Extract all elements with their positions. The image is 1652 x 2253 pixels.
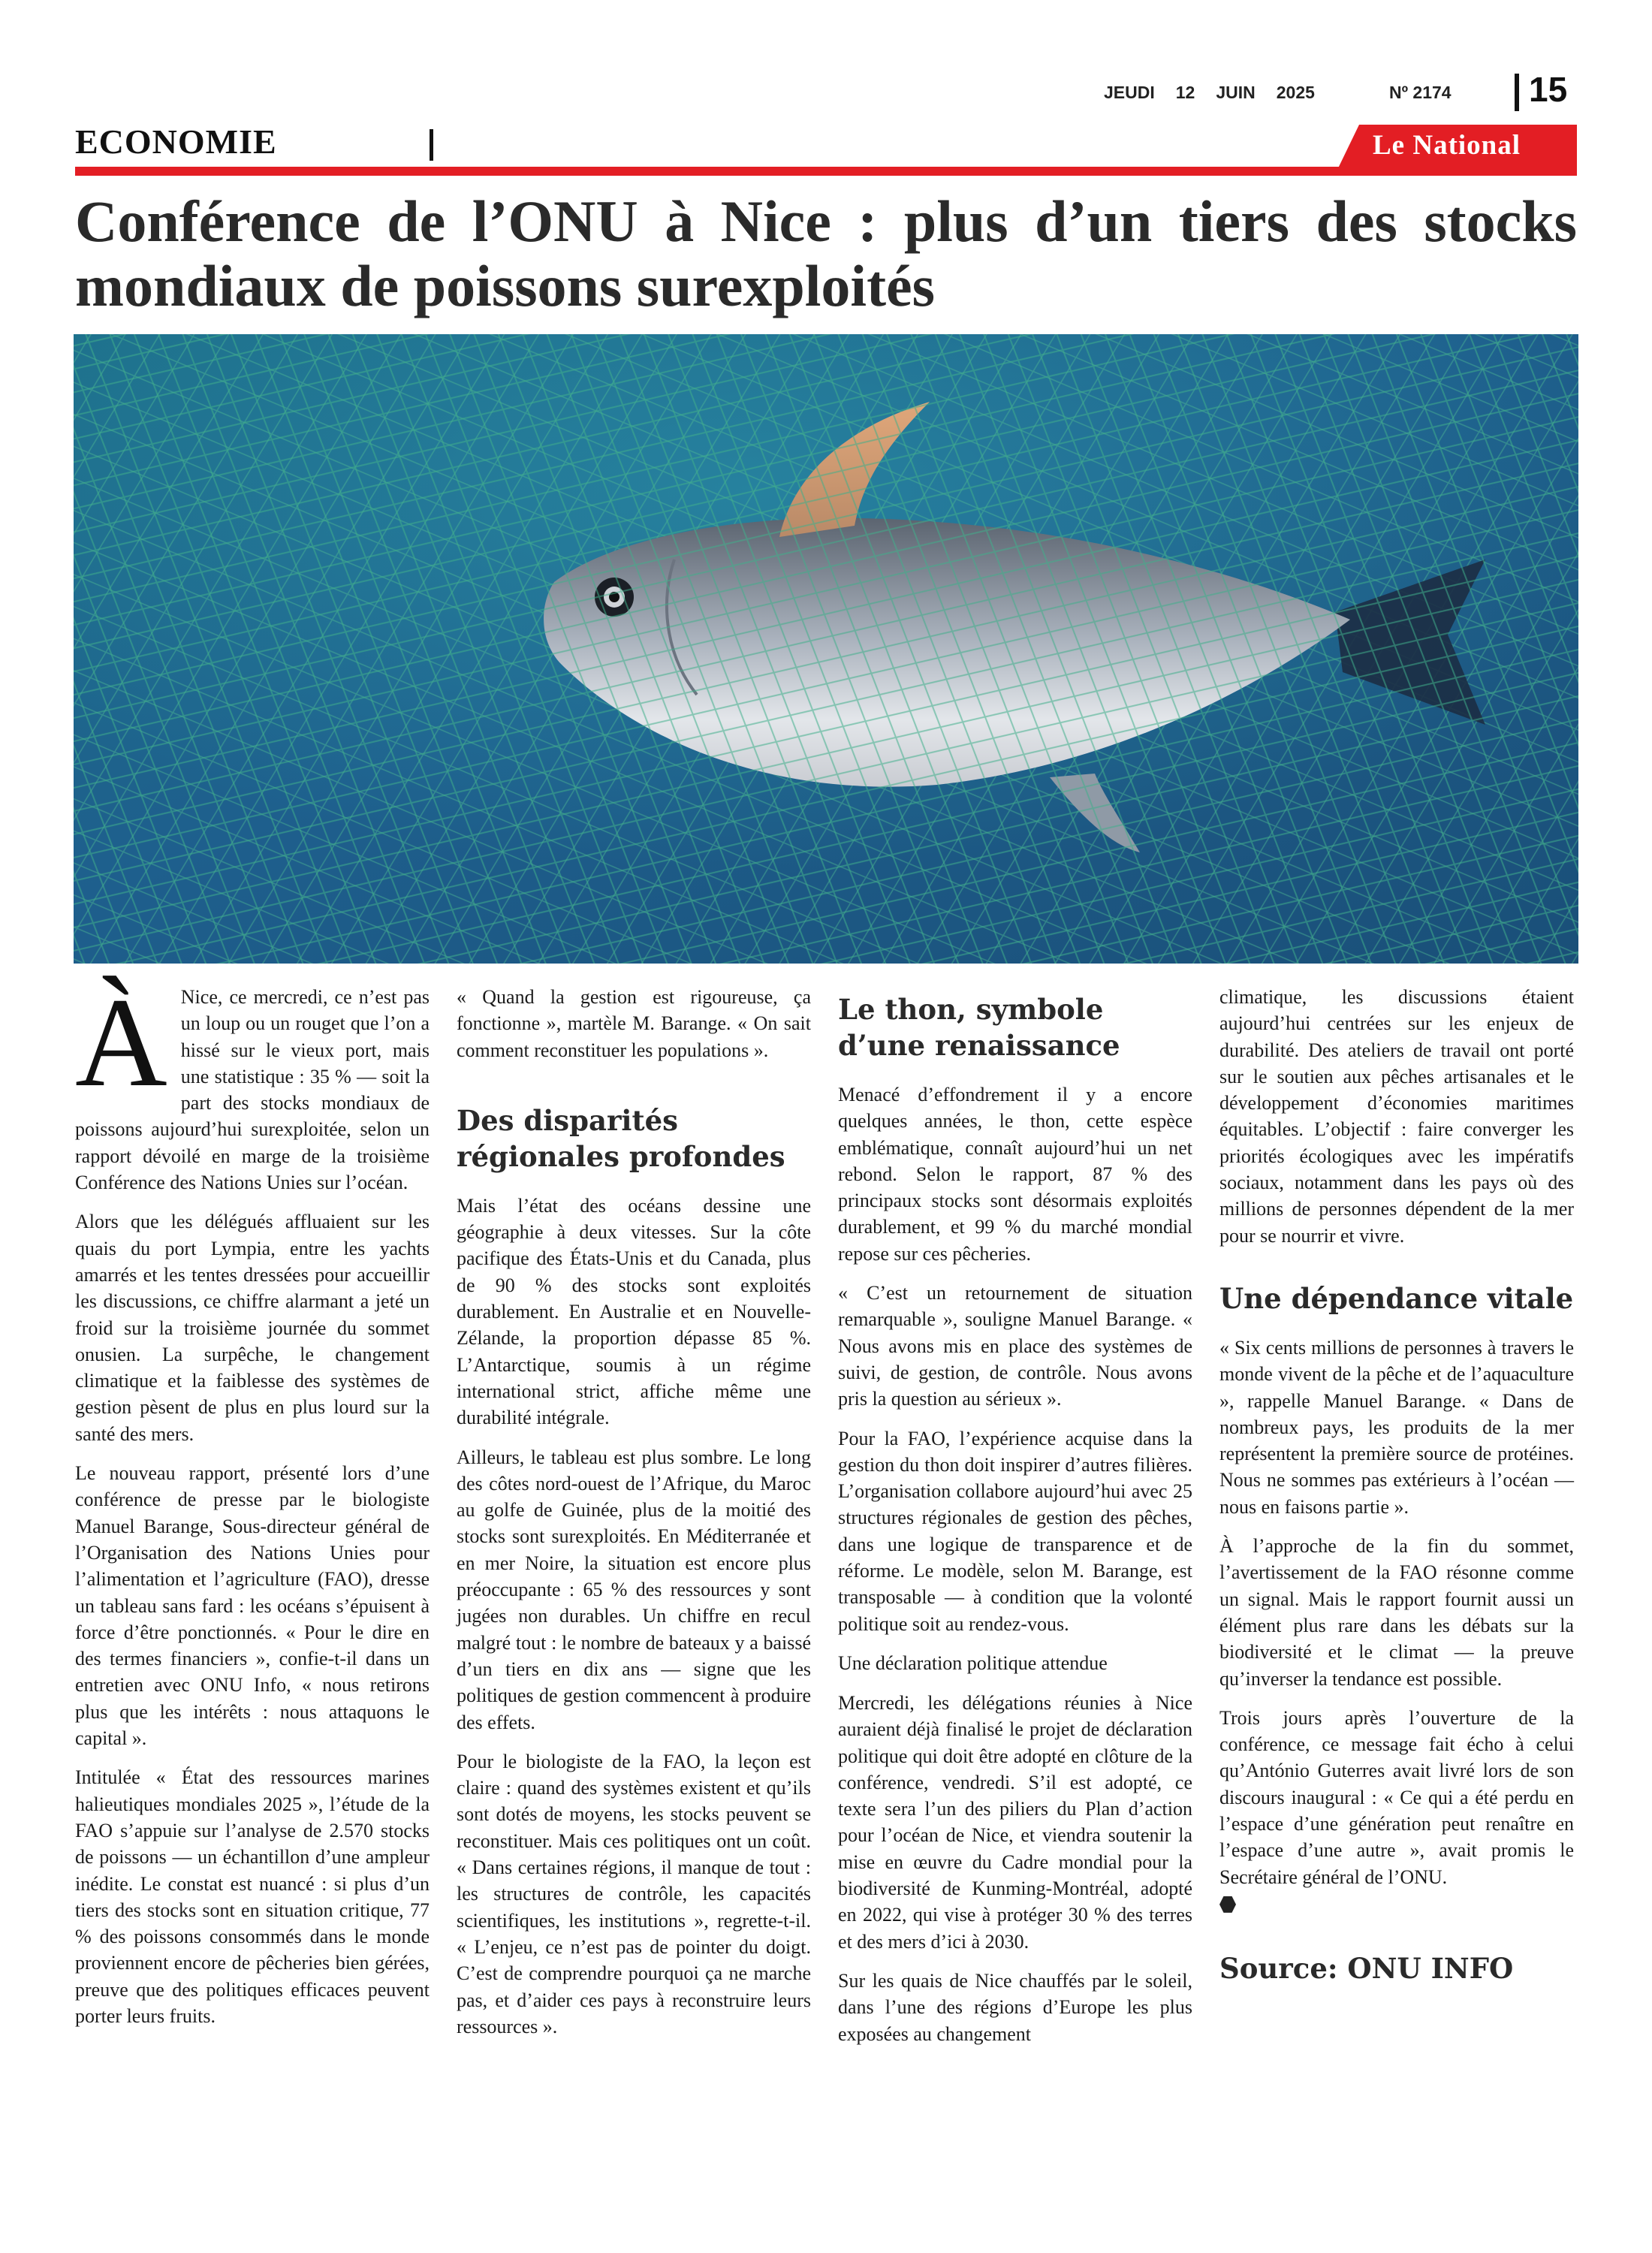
date-year: 2025 <box>1276 83 1315 102</box>
subheading: Une dépendance vitale <box>1219 1281 1574 1315</box>
page-number: 15 <box>1529 70 1568 109</box>
issue-number: Nº 2174 <box>1389 83 1452 102</box>
paragraph: Pour la FAO, l’expérience acquise dans la gestion du thon doit inspirer d’autres filières. L’organisation collabore aujourd’hui avec 25 structures régionales de gestion des pêches, dans une logique de transparence et de réforme. Le modèle, selon M. Barange, est transposable — à condition que la volonté politique soit au rendez-vous. <box>838 1427 1192 1635</box>
article-column-4 <box>1219 984 1574 1986</box>
paragraph: « C’est un retournement de situation remarquable », souligne Manuel Barange. « Nous avons mis en place des systèmes de suivi, de gestion, de contrôle. Nous avons pris la question au sérieux ». <box>838 1282 1192 1410</box>
paragraph <box>1219 1705 1574 1917</box>
subheading: Des disparités régionales profondes <box>457 1103 785 1173</box>
drop-cap: À <box>75 972 167 1113</box>
closing-text: Trois jours après l’ouverture de la conférence, ce message fait écho à celui qu’António Guterres avait livré lors de son discours inaugural : « Ce qui a été perdu en l’espace d’une génération peut renaître en l’espace d’une autre », avait promis le Secrétaire général de l’ONU. <box>1219 1706 1574 1888</box>
paragraph: Pour le biologiste de la FAO, la leçon est claire : quand des systèmes existent et qu’ils sont dotés de moyens, les stocks peuvent se reconstituer. Mais ces politiques ont un coût. « Dans certaines régions, il manque de tout : les structures de contrôle, les capacités scientifiques, les institutions », regrette-t-il. « L’enjeu, ce n’est pas de pointer du doigt. C’est de comprendre pourquoi ça ne marche pas, et d’aider ces pays à reconstruire leurs ressources ». <box>457 1750 811 2037</box>
paragraph <box>75 972 430 1196</box>
paragraph: Mercredi, les délégations réunies à Nice auraient déjà finalisé le projet de déclaration politique qui doit être adopté en clôture de la conférence, vendredi. S’il est adopté, ce texte sera l’un des piliers du Plan d’action pour l’océan de Nice, et viendra soutenir la mise en œuvre du Cadre mondial pour la biodiversité de Kunming-Montréal, adopté en 2022, qui vise à protéger 30 % des terres et des mers d’ici à 2030. <box>838 1691 1192 1953</box>
brand-name: Le National <box>1373 130 1521 161</box>
paragraph: « Quand la gestion est rigoureuse, ça fonctionne », martèle M. Barange. « On sait comment reconstituer les populations ». <box>457 986 811 1061</box>
article-column-3 <box>838 984 1192 2060</box>
paragraph: Alors que les délégués affluaient sur les quais du port Lympia, entre les yachts amarrés et les tentes dressées pour accueillir les discussions, ce chiffre alarmant a jeté un froid sur la troisième journée du sommet onusien. La surpêche, le changement climatique et la faiblesse des systèmes de gestion pèsent de plus en plus lourd sur la santé des mers. <box>75 1211 430 1445</box>
dateline <box>1104 83 1336 103</box>
section-divider <box>430 129 433 161</box>
subheading: Le thon, symbole d’une renaissance <box>838 993 1120 1062</box>
article-title: Conférence de l’ONU à Nice : plus d’un tiers des stocks mondiaux de poissons surexploités <box>75 189 1577 318</box>
paragraph: À l’approche de la fin du sommet, l’avertissement de la FAO résonne comme un signal. Mais le rapport fournit aussi un élément plus rare dans les débats sur la biodiversité et le climat — la preuve qu’inverser la tendance est possible. <box>1219 1535 1574 1690</box>
date-month: JUIN <box>1216 83 1256 102</box>
paragraph: climatique, les discussions étaient aujourd’hui centrées sur les enjeux de durabilité. Des ateliers de travail ont porté sur le soutien aux pêches artisanales et le développement d’économies maritimes équitables. L’objectif : faire converger les priorités écologiques avec les impératifs sociaux, notamment dans les pays où des millions de personnes dépendent de la mer pour se nourrir et vivre. <box>1219 986 1574 1247</box>
minor-heading: Une déclaration politique attendue <box>838 1651 1108 1674</box>
page-number-divider <box>1515 74 1519 111</box>
paragraph: Menacé d’effondrement il y a encore quelques années, le thon, cette espèce emblématique, connaît aujourd’hui un net rebond. Selon le rapport, 87 % des principaux stocks sont désormais exploités durablement, et 99 % du marché mondial repose sur ces pêcheries. <box>838 1084 1192 1265</box>
paragraph: « Six cents millions de personnes à travers le monde vivent de la pêche et de l’aquaculture », rappelle Manuel Barange. « Dans de nombreux pays, les produits de la mer représentent la première source de protéines. Nous ne sommes pas extérieurs à l’océan — nous en faisons partie ». <box>1219 1336 1574 1518</box>
article-column-1 <box>75 972 430 2042</box>
paragraph: Le nouveau rapport, présenté lors d’une conférence de presse par le biologiste Manuel Barange, Sous-directeur général de l’Organisation des Nations Unies pour l’alimentation et l’agriculture (FAO), dresse un tableau sans fard : les océans s’épuisent à force d’être ponctionnés. « Pour le dire en des termes financiers », confie-t-il dans un entretien avec ONU Info, « nous retirons plus que les intérêts : nous attaquons le capital ». <box>75 1462 430 1750</box>
paragraph: Ailleurs, le tableau est plus sombre. Le long des côtes nord-ouest de l’Afrique, du Maroc au golfe de Guinée, plus de la moitié des stocks sont surexploités. En Méditerranée et en mer Noire, la situation est encore plus préoccupante : 65 % des ressources y sont jugées non durables. Un chiffre en recul malgré tout : le nombre de bateaux y a baissé d’un tiers en dix ans — signe que les politiques de gestion commencent à produire des effets. <box>457 1446 811 1733</box>
fish-in-net-photo <box>74 334 1578 964</box>
paragraph: Sur les quais de Nice chauffés par le soleil, dans l’une des régions d’Europe les plus exposées au changement <box>838 1969 1192 2045</box>
end-mark-icon <box>1219 1896 1236 1913</box>
section-label: ECONOMIE <box>75 122 277 161</box>
article-column-2 <box>457 984 811 2052</box>
date-day: JEUDI <box>1104 83 1155 102</box>
lead-text: Nice, ce mercredi, ce n’est pas un loup ou un rouget que l’on a hissé sur le vieux port, mais une statistique : 35 % — soit la part des stocks mondiaux de poissons aujourd’hui surexploitée, selon un rapport dévoilé en marge de la troisième Conférence des Nations Unies sur l’océan. <box>75 986 430 1194</box>
paragraph: Intitulée « État des ressources marines halieutiques mondiales 2025 », l’étude de la FAO s’appuie sur l’analyse de 2.570 stocks de poissons — un échantillon d’une ampleur inédite. Le constat est nuancé : si plus d’un tiers des stocks sont en situation critique, 77 % des poissons consommés dans le monde proviennent encore de pêcheries bien gérées, preuve que des politiques efficaces peuvent porter leurs fruits. <box>75 1766 430 2027</box>
date-num: 12 <box>1175 83 1195 102</box>
paragraph: Mais l’état des océans dessine une géographie à deux vitesses. Sur la côte pacifique des États-Unis et du Canada, plus de 90 % des stocks sont exploités durablement. En Australie et en Nouvelle-Zélande, la proportion dépasse 85 %. L’Antarctique, soumis à un régime international strict, affiche même une durabilité intégrale. <box>457 1194 811 1429</box>
article-source: Source: ONU INFO <box>1219 1952 1514 1986</box>
